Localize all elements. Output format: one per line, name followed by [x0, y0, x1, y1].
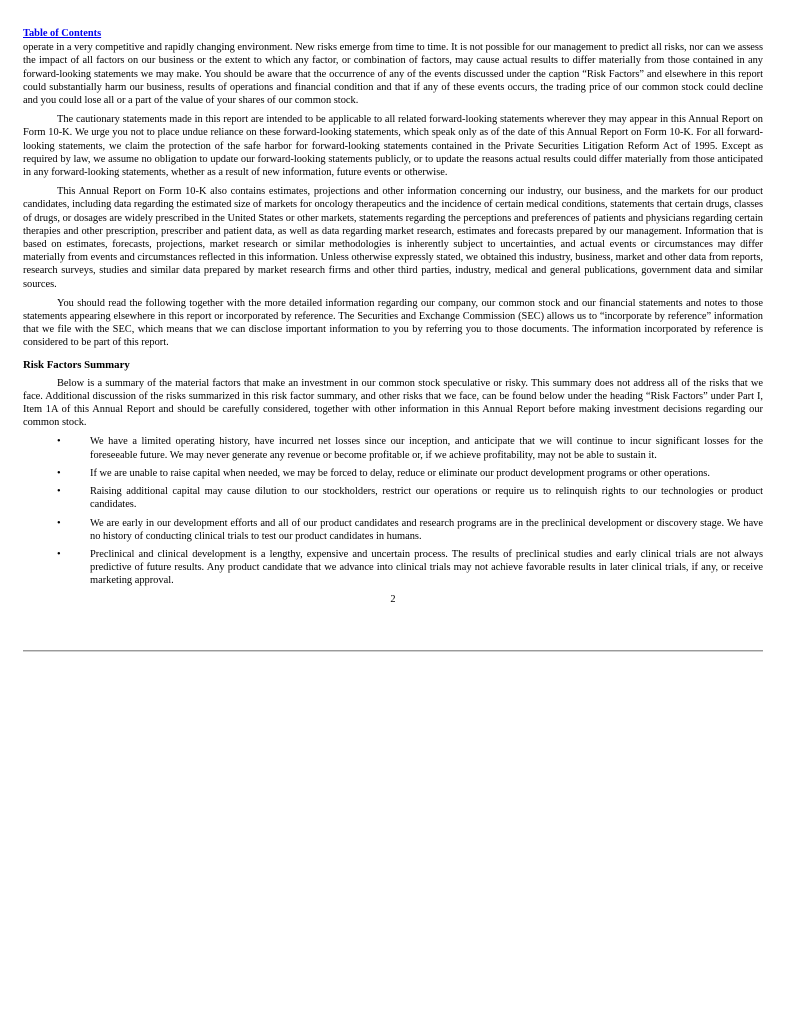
bullet-text: We are early in our development efforts and all of our product candidates and research programs are in the preclinical development or discovery stage. We have no history of conducting clinical trials to test our product candidates in humans. [90, 517, 763, 542]
list-item [23, 485, 763, 511]
risk-bullet-list [23, 435, 763, 587]
paragraph-continuation: operate in a very competitive and rapidly changing environment. New risks emerge from time to time. It is not possible for our management to predict all risks, nor can we assess the impact of all factors on our business or the extent to which any factor, or combination of factors, may cause actual results to differ materially from those contained in any forward-looking statements we may make. You should be aware that the occurrence of any of the events discussed under the caption “Risk Factors” and elsewhere in this report could substantially harm our business, results of operations and financial condition and that if any of these events occurs, the trading price of our common stock could decline and you could lose all or a part of the value of your shares of our common stock. [23, 42, 763, 107]
list-item [23, 467, 763, 480]
bullet-text: If we are unable to raise capital when needed, we may be forced to delay, reduce or eliminate our product development programs or other operations. [90, 467, 710, 479]
bullet-icon: • [57, 548, 61, 560]
bullet-icon: • [57, 436, 61, 448]
bullet-text: We have a limited operating history, have incurred net losses since our inception, and anticipate that we will continue to incur significant losses for the foreseeable future. We may never generate any revenue or become profitable or, if we achieve profitability, may not be able to sustain it. [90, 436, 763, 461]
section-heading-risk-factors-summary: Risk Factors Summary [23, 358, 130, 371]
paragraph-cautionary-statements: The cautionary statements made in this report are intended to be applicable to all related forward-looking statements wherever they may appear in this Annual Report on Form 10-K. We urge you not to place undue reliance on these forward-looking statements, which speak only as of the date of this Annual Report on Form 10-K. For all forward-looking statements, we claim the protection of the safe harbor for forward-looking statements contained in the Private Securities Litigation Reform Act of 1995. Except as required by law, we assume no obligation to update our forward-looking statements publicly, or to update the reasons actual results could differ materially from those anticipated in any forward-looking statements, whether as a result of new information, future events or otherwise. [23, 114, 763, 179]
list-item [23, 548, 763, 588]
page-number: 2 [390, 593, 396, 605]
bullet-text: Raising additional capital may cause dilution to our stockholders, restrict our operations or require us to relinquish rights to our technologies or product candidates. [90, 486, 763, 511]
paragraph-incorporation-by-reference: You should read the following together with the more detailed information regarding our company, our common stock and our financial statements and notes to those statements appearing elsewhere in this report or incorporated by reference. The Securities and Exchange Commission (SEC) allows us to “incorporate by reference” information that we file with the SEC, which means that we can disclose important information to you by referring you to those documents. The information incorporated by reference is considered to be part of this report. [23, 297, 763, 349]
bullet-icon: • [57, 486, 61, 498]
risk-summary-intro: Below is a summary of the material factors that make an investment in our common stock speculative or risky. This summary does not address all of the risks that we face. Additional discussion of the risks summarized in this risk factor summary, and other risks that we face, can be found below under the heading “Risk Factors” under Part I, Item 1A of this Annual Report and should be carefully considered, together with other information in this Annual Report before making investment decisions regarding our common stock. [23, 377, 763, 429]
page-divider [23, 650, 763, 652]
document-page [23, 27, 763, 606]
table-of-contents-link[interactable]: Table of Contents [23, 28, 102, 39]
list-item [23, 435, 763, 461]
bullet-text: Preclinical and clinical development is a lengthy, expensive and uncertain process. The results of preclinical studies and early clinical trials are not always predictive of future results. Any product candidate that we advance into clinical trials may not achieve favorable results in later clinical trials, if any, or receive marketing approval. [90, 548, 763, 587]
list-item [23, 517, 763, 543]
bullet-icon: • [57, 467, 61, 479]
bullet-icon: • [57, 517, 61, 529]
paragraph-estimates-projections: This Annual Report on Form 10-K also contains estimates, projections and other information concerning our industry, our business, and the markets for our product candidates, including data regarding the estimated size of markets for oncology therapeutics and the incidence of certain medical conditions, statements that certain drugs, classes of drugs, or dosages are widely prescribed in the United States or other markets, statements regarding the perceptions and preferences of patients and physicians regarding certain therapies and other prescription, prescriber and patient data, as well as data regarding market research, estimates and forecasts prepared by our management. Information that is based on estimates, forecasts, projections, market research or similar methodologies is inherently subject to uncertainties, and actual events or circumstances may differ materially from events and circumstances reflected in this information. Unless otherwise expressly stated, we obtained this industry, business, market and other data from reports, research surveys, studies and similar data prepared by market research firms and other third parties, industry, medical and general publications, government data and similar sources. [23, 186, 763, 290]
